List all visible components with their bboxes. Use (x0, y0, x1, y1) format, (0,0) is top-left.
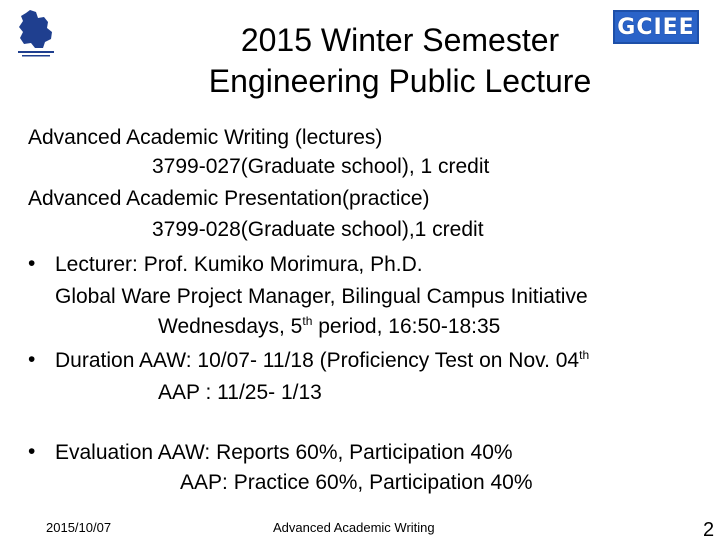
course2-name: Advanced Academic Presentation(practice) (28, 187, 430, 210)
footer-title: Advanced Academic Writing (273, 520, 435, 535)
lecturer-line1: Lecturer: Prof. Kumiko Morimura, Ph.D. (55, 253, 423, 276)
duration-line1 (55, 348, 589, 374)
course2-detail: 3799-028(Graduate school),1 credit (152, 218, 484, 241)
university-logo (14, 8, 60, 58)
footer-date: 2015/10/07 (46, 520, 112, 535)
evaluation-line2: AAP: Practice 60%, Participation 40% (180, 471, 533, 494)
course1-detail: 3799-027(Graduate school), 1 credit (152, 155, 490, 178)
lecturer-line3 (158, 314, 500, 340)
lecturer-line2: Global Ware Project Manager, Bilingual Campus Initiative (55, 285, 588, 308)
bullet-evaluation: • (28, 440, 36, 463)
bullet-lecturer: • (28, 252, 36, 275)
course1-name: Advanced Academic Writing (lectures) (28, 126, 383, 149)
duration-line1-text: Duration AAW: 10/07- 11/18 (Proficiency Test on Nov. 04 (55, 349, 580, 372)
duration-line1-sup: th (579, 348, 590, 362)
lecturer-line3-pre: Wednesdays, 5 (158, 315, 303, 338)
slide-title-line1: 2015 Winter Semester (240, 22, 560, 58)
page-number: 2 (703, 519, 715, 541)
gciee-logo-text: GCIEE (617, 14, 695, 40)
slide-title-line2: Engineering Public Lecture (208, 63, 592, 99)
bullet-duration: • (28, 348, 36, 371)
duration-line2: AAP : 11/25- 1/13 (158, 381, 322, 404)
evaluation-line1: Evaluation AAW: Reports 60%, Participation 40% (55, 441, 513, 464)
lecturer-line3-post: period, 16:50-18:35 (312, 315, 501, 338)
lecturer-line3-sup: th (302, 314, 313, 328)
